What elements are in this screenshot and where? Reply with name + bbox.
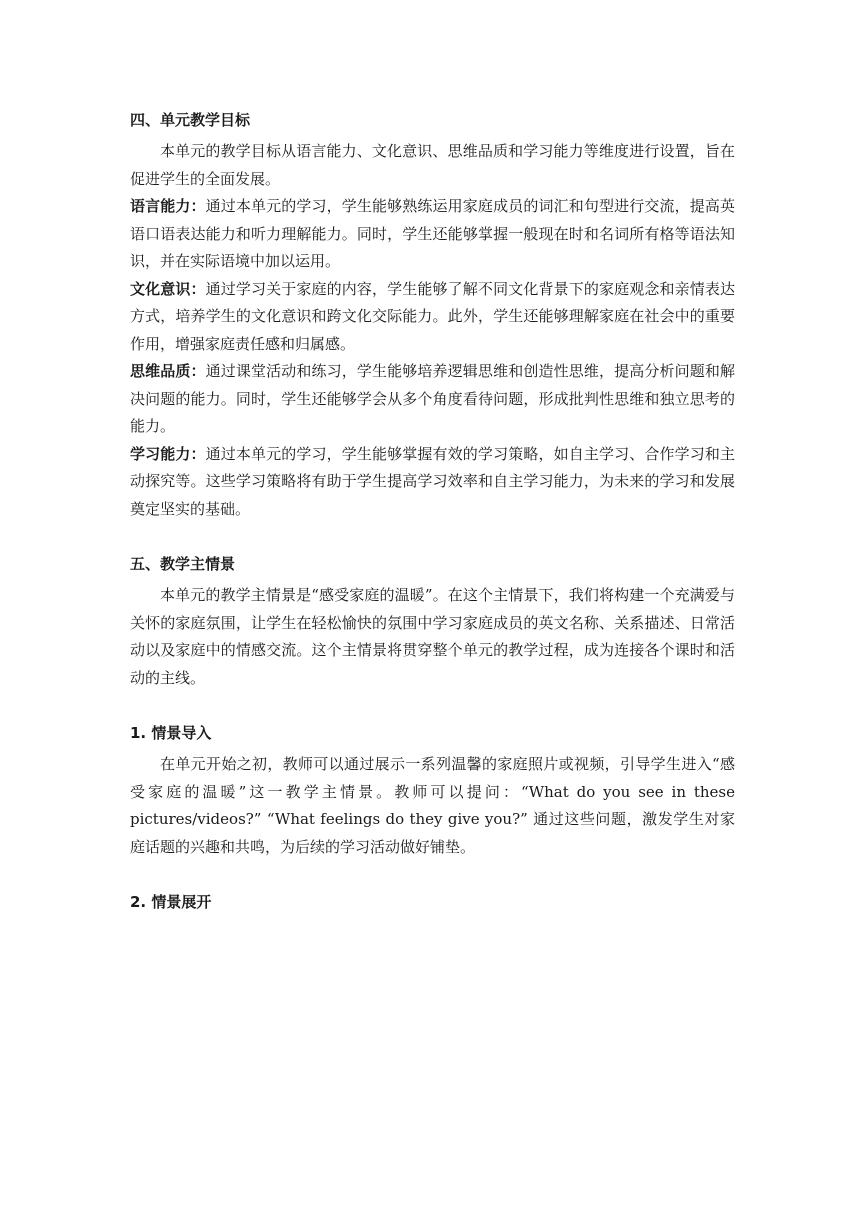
scenario-intro-text: 在单元开始之初，教师可以通过展示一系列温馨的家庭照片或视频，引导学生进入“感受家庭的温暖”这一教学主情景。教师可以提问：“What do you see in these pictures/videos?” “What feelings do they give you?” 通过这些问题，激发学生对家庭话题的兴趣和共鸣，为后续的学习活动做好铺垫。 (130, 755, 735, 856)
objective-culture-paragraph (130, 276, 735, 359)
scenario-intro-paragraph: 本单元的教学主情景是“感受家庭的温暖”。在这个主情景下，我们将构建一个充满爱与关怀的家庭氛围，让学生在轻松愉快的氛围中学习家庭成员的英文名称、关系描述、日常活动以及家庭中的情感交流。这个主情景将贯穿整个单元的教学过程，成为连接各个课时和活动的主线。 (130, 586, 735, 687)
objective-language-paragraph (130, 193, 735, 276)
objectives-intro-paragraph: 本单元的教学目标从语言能力、文化意识、思维品质和学习能力等维度进行设置，旨在促进学生的全面发展。 (130, 142, 735, 188)
objective-label: 思维品质： (130, 362, 206, 380)
objective-label: 学习能力： (130, 444, 206, 463)
objective-text: 通过课堂活动和练习，学生能够培养逻辑思维和创造性思维，提高分析问题和解决问题的能力。同时，学生还能够学会从多个角度看待问题，形成批判性思维和独立思考的能力。 (130, 362, 735, 435)
subheading-scenario-intro: 1. 情景导入 (130, 724, 212, 742)
objective-learning-paragraph (130, 441, 735, 524)
objective-thinking-paragraph (130, 358, 735, 441)
section-heading-objectives: 四、单元教学目标 (130, 111, 251, 129)
objective-text: 通过本单元的学习，学生能够掌握有效的学习策略，如自主学习、合作学习和主动探究等。这些学习策略将有助于学生提高学习效率和自主学习能力，为未来的学习和发展奠定坚实的基础。 (130, 444, 735, 518)
objective-text: 通过学习关于家庭的内容，学生能够了解不同文化背景下的家庭观念和亲情表达方式，培养学生的文化意识和跨文化交际能力。此外，学生还能够理解家庭在社会中的重要作用，增强家庭责任感和归属感。 (130, 279, 735, 353)
objective-label: 文化意识： (130, 279, 206, 298)
section-heading-scenario: 五、教学主情景 (130, 555, 236, 573)
objective-label: 语言能力： (130, 197, 206, 215)
subheading-scenario-develop: 2. 情景展开 (130, 893, 212, 911)
document-body (130, 110, 735, 912)
objective-text: 通过本单元的学习，学生能够熟练运用家庭成员的词汇和句型进行交流，提高英语口语表达能力和听力理解能力。同时，学生还能够掌握一般现在时和名词所有格等语法知识，并在实际语境中加以运用。 (130, 197, 735, 270)
